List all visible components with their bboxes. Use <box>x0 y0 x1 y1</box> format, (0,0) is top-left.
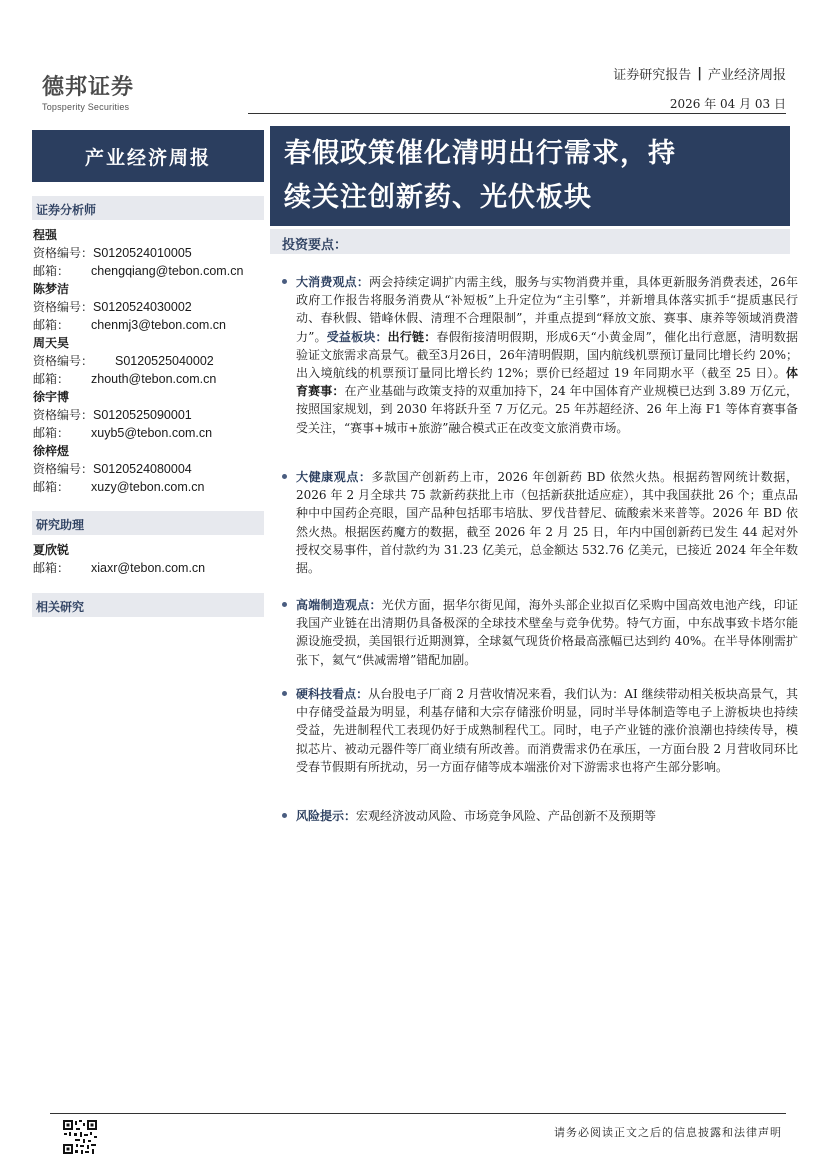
analyst-email-line <box>33 370 265 388</box>
email-link[interactable]: xiaxr@tebon.com.cn <box>91 561 206 575</box>
analyst-cert-line <box>33 460 265 478</box>
report-header <box>613 64 786 112</box>
assistant-email-line <box>33 559 205 577</box>
bullet-keyword: 高端制造观点： <box>296 598 382 612</box>
related-research-heading: 相关研究 <box>32 593 264 617</box>
bullet-keyword: 受益板块： <box>326 329 388 344</box>
bullet-dot <box>282 602 287 607</box>
analyst-name: 周天昊 <box>33 336 70 350</box>
report-date: 2026 年 04 月 03 日 <box>669 97 786 111</box>
report-category-line <box>613 64 786 83</box>
cert-label: 资格编号： <box>33 246 94 260</box>
bullet-text <box>282 273 798 437</box>
cert-number: S0120525090001 <box>93 408 192 422</box>
email-link[interactable]: zhouth@tebon.com.cn <box>91 372 217 386</box>
header-separator: | <box>697 66 702 81</box>
cert-label: 资格编号： <box>33 300 94 314</box>
bullet-body: 宏观经济波动风险、市场竞争风险、产品创新不及预期等 <box>356 809 657 823</box>
title-line-2: 续关注创新药、光伏板块 <box>284 182 592 213</box>
title-line-1: 春假政策催化清明出行需求，持 <box>284 138 676 169</box>
bullet-manufacturing <box>282 596 798 669</box>
cert-number: S0120524010005 <box>93 246 192 260</box>
analyst-list <box>33 226 265 496</box>
footer-divider <box>50 1113 786 1114</box>
cert-label: 资格编号： <box>33 462 94 476</box>
analyst-email-line <box>33 424 265 442</box>
bullet-hardtech <box>282 685 798 776</box>
bullet-body: 在产业基础与政策支持的双重加持下，24 年中国体育产业规模已达到 3.89 万亿元，按照国家规划，到 2030 年将跃升至 7 万亿元。25 年苏超经济、26 年上海 F1 等体育赛事备受关注，“赛事+城市+旅游”融合模式正在改变文旅消费市场。 <box>296 384 798 435</box>
bullet-keyword: 体育赛事： <box>296 366 798 399</box>
cert-label: 资格编号： <box>33 354 94 368</box>
cert-number: S0120524080004 <box>93 462 192 476</box>
bullet-body: 从台股电子厂商 2 月营收情况来看，我们认为：AI 继续带动相关板块高景气，其中存储受益最为明显，利基存储和大宗存储涨价明显，同时半导体制造等电子上游板块也持续受益，先进制程代工表现仍好于成熟制程代工。同时，电子产业链的涨价浪潮也持续传导，模拟芯片、被动元器件等厂商业绩有所改善。而消费需求仍在承压，一方面台股 2 月营收同环比受春节假期有所扰动，另一方面存储等成本端涨价对下游需求也将产生部分影响。 <box>296 687 798 774</box>
bullet-health <box>282 468 798 577</box>
report-type: 证券研究报告 <box>613 68 692 83</box>
logo-cn: 德邦证券 <box>42 75 135 100</box>
analyst-email-line <box>33 316 265 334</box>
analyst-email-line <box>33 478 265 496</box>
bullet-dot <box>282 474 287 479</box>
analyst-cert-line <box>33 244 265 262</box>
email-link[interactable]: xuyb5@tebon.com.cn <box>91 426 213 440</box>
analyst-cert-line <box>33 406 265 424</box>
cert-number: S0120524030002 <box>93 300 192 314</box>
email-link[interactable]: xuzy@tebon.com.cn <box>91 480 205 494</box>
bullet-dot <box>282 279 287 284</box>
bullet-consumption <box>282 273 798 437</box>
analysts-heading: 证券分析师 <box>32 196 264 220</box>
bullet-text <box>282 685 798 776</box>
email-label: 邮箱： <box>33 372 70 386</box>
assistant-entry <box>33 541 205 577</box>
bullet-text <box>282 807 798 825</box>
analyst-cert-line <box>33 298 265 316</box>
cert-number: S0120525040002 <box>115 354 214 368</box>
email-label: 邮箱： <box>33 318 70 332</box>
report-category: 产业经济周报 <box>707 68 786 83</box>
email-link[interactable]: chenmj3@tebon.com.cn <box>91 318 226 332</box>
report-series-title: 产业经济周报 <box>32 130 264 182</box>
bullet-keyword: 硬科技看点： <box>296 687 369 701</box>
analyst-email-line <box>33 262 265 280</box>
email-label: 邮箱： <box>33 264 70 278</box>
analyst-name: 陈梦洁 <box>33 282 70 296</box>
bullet-body: 多款国产创新药上市，2026 年创新药 BD 依然火热。根据药智网统计数据，2026 年 2 月全球共 75 款新药获批上市（包括新获批适应症），其中我国获批 26 个；重点品种中中国药企亮眼，国产品种包括耶韦培肽、罗伐昔替尼、硫酸索米来普等。2026 年 BD 依然火热。根据医药魔方的数据，截至 2026 年 2 月 25 日，年内中国创新药已发生 44 起对外授权交易事件，首付款约为 31.23 亿美元，总金额达 532.76 亿美元，已接近 2024 年全年数据。 <box>296 470 798 576</box>
bullet-keyword: 大消费观点： <box>296 275 370 289</box>
bullet-dot <box>282 691 287 696</box>
bullet-body: 光伏方面，据华尔街见闻，海外头部企业拟百亿采购中国高效电池产线，印证我国产业链在出清期仍具备极深的全球技术壁垒与竞争优势。特气方面，中东战事致卡塔尔能源设施受损，美国银行近期测算，全球氦气现货价格最高涨幅已达到约 40%。在半导体刚需扩张下，氦气“供减需增”错配加剧。 <box>296 598 798 667</box>
email-label: 邮箱： <box>33 480 70 494</box>
analyst-entry <box>33 280 265 334</box>
bullet-keyword: 风险提示： <box>296 809 357 823</box>
bullet-keyword: 大健康观点： <box>296 470 372 484</box>
company-logo <box>42 70 134 112</box>
bullet-risk <box>282 807 798 825</box>
disclaimer-text: 请务必阅读正文之后的信息披露和法律声明 <box>554 1126 782 1139</box>
logo-en: Topsperity Securities <box>42 102 130 112</box>
bullet-text <box>282 468 798 577</box>
assistant-name: 夏欣锐 <box>33 543 70 557</box>
cert-label: 资格编号： <box>33 408 94 422</box>
email-link[interactable]: chengqiang@tebon.com.cn <box>91 264 244 278</box>
bullet-body: 春假衔接清明假期，形成6天“小黄金周”，催化出行意愿，清明数据验证文旅需求高景气。截至3月26日，26年清明假期，国内航线机票预订量同比增长约 20%；出入境航线的机票预订量同比增长约 12%；票价已经超过 19 年同期水平（截至 25 日）。 <box>296 329 798 381</box>
assistant-heading: 研究助理 <box>32 511 264 535</box>
header-divider <box>248 113 786 114</box>
analyst-name: 程强 <box>33 228 58 242</box>
analyst-name: 徐宇博 <box>33 390 70 404</box>
analyst-entry <box>33 442 265 496</box>
email-label: 邮箱： <box>33 426 70 440</box>
qr-code-icon <box>62 1119 98 1155</box>
analyst-name: 徐梓煜 <box>33 444 70 458</box>
email-label: 邮箱： <box>33 561 70 575</box>
analyst-cert-line <box>33 352 265 370</box>
page-title <box>270 126 790 226</box>
analyst-entry <box>33 334 265 388</box>
bullet-keyword: 出行链： <box>387 329 437 344</box>
bullet-text <box>282 596 798 669</box>
bullet-body: 两会持续定调扩内需主线，服务与实物消费并重，具体更新服务消费表述，26年政府工作报告将服务消费从“补短板”上升定位为“主引擎”，并新增具体落实抓手“提质惠民行动、春秋假、错峰休假、清理不合理限制”，并重点提到“释放文旅、赛事、康养等领域消费潜力”。 <box>296 275 798 344</box>
analyst-entry <box>33 388 265 442</box>
analyst-entry <box>33 226 265 280</box>
investment-highlights-heading: 投资要点： <box>270 229 790 254</box>
bullet-dot <box>282 813 287 818</box>
